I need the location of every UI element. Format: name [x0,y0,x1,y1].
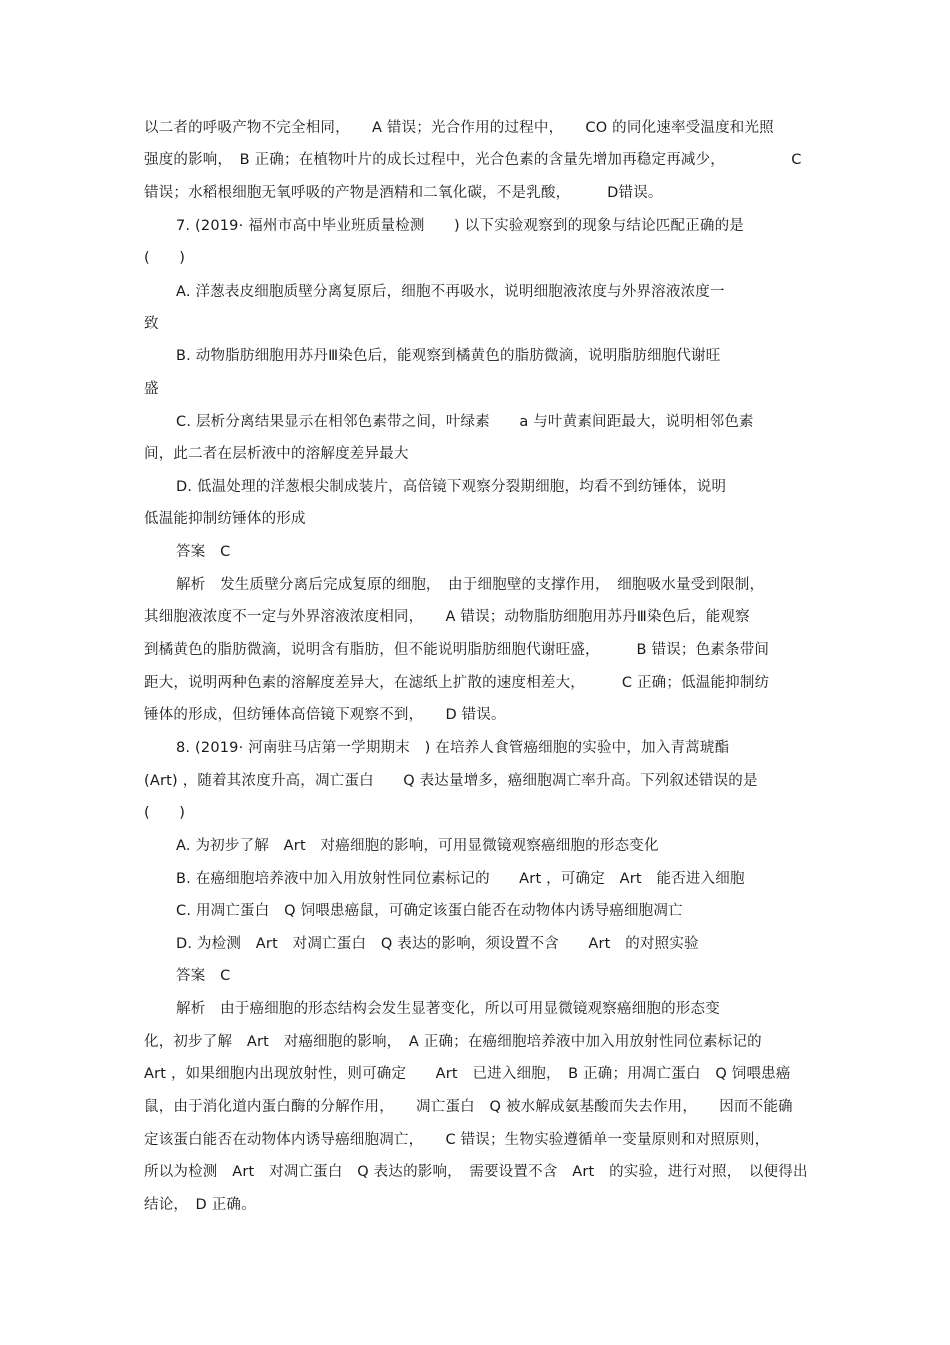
text-line: 盛 [144,381,159,397]
question-7-blank: ( ) [144,250,186,266]
text-line: 所以为检测 Art 对凋亡蛋白 Q 表达的影响， 需要设置不含 Art 的实验，进行对照， 以便得出 [144,1164,808,1180]
option-c: C. 层析分离结果显示在相邻色素带之间，叶绿素 a 与叶黄素间距最大，说明相邻色素 [176,414,754,430]
text-line: (Art) ，随着其浓度升高，凋亡蛋白 Q 表达量增多，癌细胞凋亡率升高。下列叙述错误的是 [144,773,758,789]
text-line: 结论， D 正确。 [144,1197,256,1213]
option-c: C. 用凋亡蛋白 Q 饲喂患癌鼠，可确定该蛋白能否在动物体内诱导癌细胞凋亡 [176,903,683,919]
option-d: D. 低温处理的洋葱根尖制成装片，高倍镜下观察分裂期细胞，均看不到纺锤体，说明 [176,479,727,495]
text-line: 距大，说明两种色素的溶解度差异大，在滤纸上扩散的速度相差大， C 正确；低温能抑制纺 [144,675,770,691]
text-line: 强度的影响， B 正确；在植物叶片的成长过程中，光合色素的含量先增加再稳定再减少， C [144,152,802,168]
text-line: Art ，如果细胞内出现放射性，则可确定 Art 已进入细胞， B 正确；用凋亡蛋白 Q 饲喂患癌 [144,1066,791,1082]
text-line: 鼠，由于消化道内蛋白酶的分解作用， 凋亡蛋白 Q 被水解成氨基酸而失去作用， 因而不能确 [144,1099,793,1115]
text-line: 间，此二者在层析液中的溶解度差异最大 [144,446,409,462]
text-line: 化，初步了解 Art 对癌细胞的影响， A 正确；在癌细胞培养液中加入用放射性同位素标记的 [144,1034,762,1050]
option-a: A. 为初步了解 Art 对癌细胞的影响，可用显微镜观察癌细胞的形态变化 [176,838,659,854]
text-line: 定该蛋白能否在动物体内诱导癌细胞凋亡， C 错误；生物实验遵循单一变量原则和对照原则， [144,1132,770,1148]
text-line: 错误；水稻根细胞无氧呼吸的产物是酒精和二氧化碳，不是乳酸， D错误。 [144,185,663,201]
option-b: B. 在癌细胞培养液中加入用放射性同位素标记的 Art ，可确定 Art 能否进入细胞 [176,871,745,887]
analysis-8: 解析 由于癌细胞的形态结构会发生显著变化，所以可用显微镜观察癌细胞的形态变 [176,1001,720,1017]
question-7-stem: 7. (2019· 福州市高中毕业班质量检测 ) 以下实验观察到的现象与结论匹配正确的是 [176,218,744,234]
text-line: 致 [144,316,159,332]
option-a: A. 洋葱表皮细胞质壁分离复原后，细胞不再吸水，说明细胞液浓度与外界溶液浓度一 [176,284,725,300]
text-line: 低温能抑制纺锤体的形成 [144,511,306,527]
analysis-7: 解析 发生质壁分离后完成复原的细胞， 由于细胞壁的支撑作用， 细胞吸水量受到限制， [176,577,765,593]
answer-8: 答案 C [176,968,231,984]
question-8-blank: ( ) [144,805,186,821]
text-line: 以二者的呼吸产物不完全相同， A 错误；光合作用的过程中， CO 的同化速率受温度和光照 [144,120,774,136]
question-8-stem: 8. (2019· 河南驻马店第一学期期末 ) 在培养人食管癌细胞的实验中，加入青蒿琥酯 [176,740,730,756]
text-line: 其细胞液浓度不一定与外界溶液浓度相同， A 错误；动物脂肪细胞用苏丹Ⅲ染色后，能观察 [144,609,750,625]
text-line: 到橘黄色的脂肪微滴，说明含有脂肪，但不能说明脂肪细胞代谢旺盛， B 错误；色素条带间 [144,642,770,658]
text-line: 锤体的形成，但纺锤体高倍镜下观察不到， D 错误。 [144,707,506,723]
option-b: B. 动物脂肪细胞用苏丹Ⅲ染色后，能观察到橘黄色的脂肪微滴，说明脂肪细胞代谢旺 [176,348,721,364]
option-d: D. 为检测 Art 对凋亡蛋白 Q 表达的影响，须设置不含 Art 的对照实验 [176,936,699,952]
answer-7: 答案 C [176,544,231,560]
